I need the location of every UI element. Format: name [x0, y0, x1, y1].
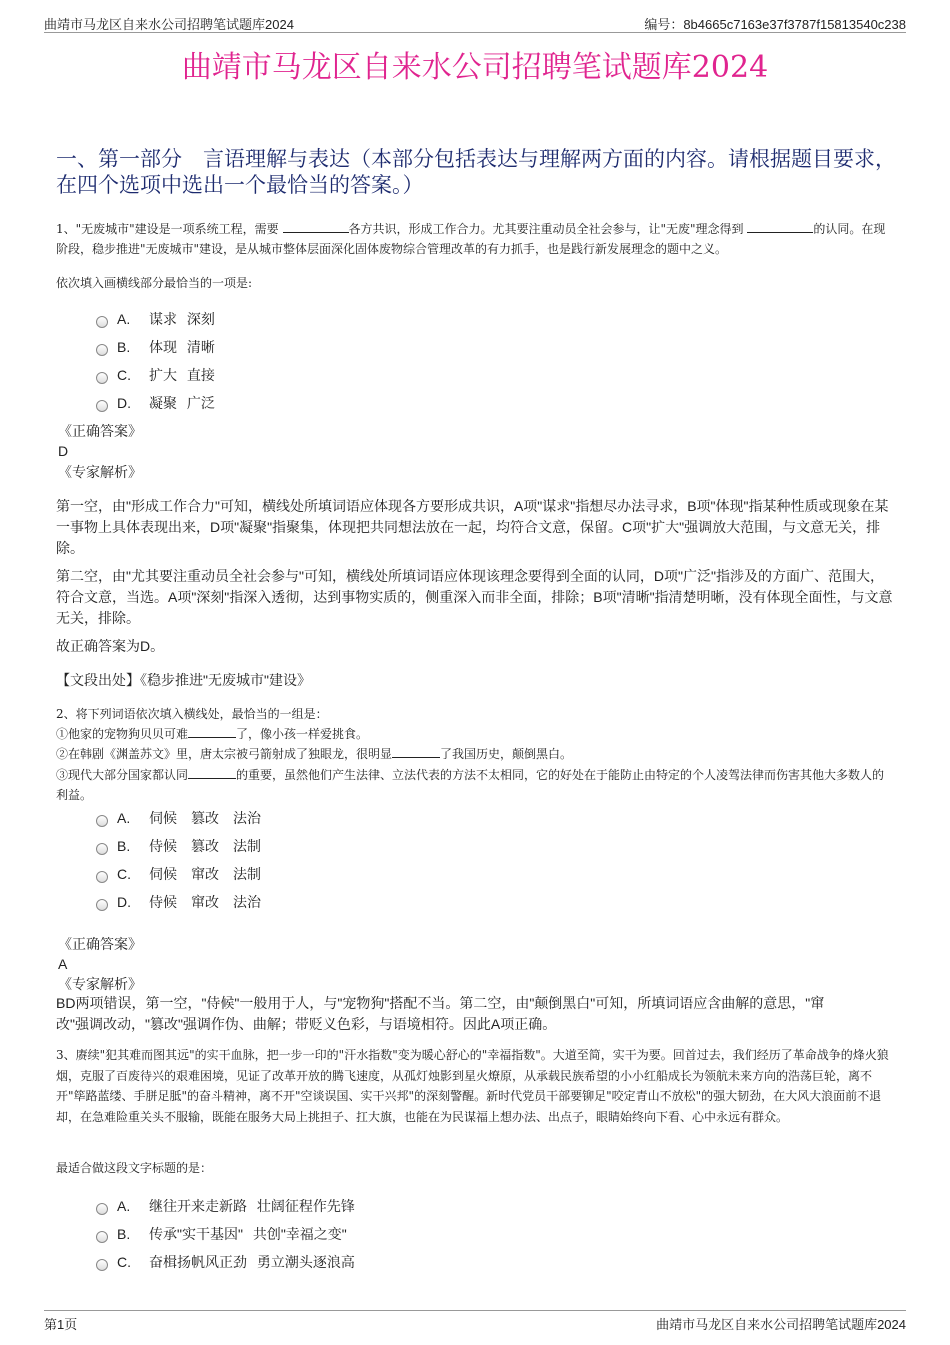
option-text: 奋楫扬帆风正劲 勇立潮头逐浪高	[149, 1254, 355, 1270]
footer-divider	[44, 1310, 906, 1311]
radio-button-icon[interactable]	[96, 899, 108, 911]
q1-stem: 1、"无废城市"建设是一项系统工程，需要 各方共识，形成工作合力。尤其要注重动员全社会参与，让"无废"理念得到 的认同。在现阶段，稳步推进"无废城市"建设，是从城市整体层面深化固体废物综合管理改革的有力抓手，也是践行新发展理念的题中之义。	[56, 222, 886, 256]
q1-answer: D	[58, 443, 69, 459]
q1-option-c[interactable]	[96, 365, 215, 385]
q2-option-b[interactable]	[96, 836, 261, 856]
option-key: D.	[117, 395, 131, 411]
q2-sentence-1: ①他家的宠物狗贝贝可难 了，像小孩一样爱挑食。	[56, 727, 369, 741]
radio-button-icon[interactable]	[96, 1203, 108, 1215]
page-number: 第1页	[44, 1317, 78, 1332]
option-key: A.	[117, 810, 131, 826]
page-title: 曲靖市马龙区自来水公司招聘笔试题库2024	[181, 50, 769, 85]
q1-option-b[interactable]	[96, 337, 215, 357]
radio-button-icon[interactable]	[96, 1231, 108, 1243]
option-key: A.	[117, 1198, 131, 1214]
footer-title: 曲靖市马龙区自来水公司招聘笔试题库2024	[656, 1317, 906, 1332]
q3-option-a[interactable]	[96, 1196, 355, 1216]
option-key: A.	[117, 311, 131, 327]
radio-button-icon[interactable]	[96, 843, 108, 855]
option-text: 继往开来走新路 壮阔征程作先锋	[149, 1198, 355, 1214]
section-heading: 一、第一部分 言语理解与表达（本部分包括表达与理解两方面的内容。请根据题目要求，在四个选项中选出一个最恰当的答案。）	[56, 147, 896, 197]
option-text: 谋求 深刻	[149, 311, 215, 327]
option-text: 伺候 篡改 法治	[149, 810, 261, 826]
q2-answer: A	[58, 956, 68, 972]
option-key: C.	[117, 866, 131, 882]
q2-sentence-3: ③现代大部分国家都认同 的重要，虽然他们产生法律、立法代表的方法不太相同，它的好处在于能防止由特定的个人凌驾法律而伤害其他大多数人的利益。	[56, 768, 885, 802]
radio-button-icon[interactable]	[96, 1259, 108, 1271]
q1-option-a[interactable]	[96, 309, 215, 329]
q2-analysis-label: 《专家解析》	[58, 976, 142, 992]
q3-option-b[interactable]	[96, 1224, 347, 1244]
radio-button-icon[interactable]	[96, 344, 108, 356]
header-title: 曲靖市马龙区自来水公司招聘笔试题库2024	[44, 17, 294, 32]
q2-stem: 2、将下列词语依次填入横线处，最恰当的一组是：	[56, 707, 328, 721]
q3-prompt: 最适合做这段文字标题的是：	[56, 1161, 213, 1175]
option-text: 凝聚 广泛	[149, 395, 215, 411]
q1-answer-label: 《正确答案》	[58, 423, 142, 439]
radio-button-icon[interactable]	[96, 372, 108, 384]
q1-prompt: 依次填入画横线部分最恰当的一项是:	[56, 276, 253, 290]
option-key: C.	[117, 1254, 131, 1270]
q1-analysis-p3: 故正确答案为D。	[56, 638, 165, 654]
option-text: 扩大 直接	[149, 367, 215, 383]
q2-sentence-2: ②在韩剧《渊盖苏文》里，唐太宗被弓箭射成了独眼龙，很明显 了我国历史，颠倒黑白。	[56, 747, 573, 761]
option-text: 侍候 篡改 法制	[149, 838, 261, 854]
radio-button-icon[interactable]	[96, 815, 108, 827]
q3-option-c[interactable]	[96, 1252, 355, 1272]
q2-option-d[interactable]	[96, 892, 261, 912]
q2-option-a[interactable]	[96, 808, 261, 828]
header-divider	[44, 32, 906, 33]
option-text: 侍候 窜改 法治	[149, 894, 261, 910]
q2-analysis: BD两项错误，第一空，"侍候"一般用于人，与"宠物狗"搭配不当。第二空，由"颠倒黑白"可知，所填词语应含曲解的意思，"窜改"强调改动，"篡改"强调作伪、曲解；带贬义色彩，与语境相符。因此A项正确。	[56, 995, 825, 1032]
q3-stem: 3、赓续"犯其难而图其远"的实干血脉，把一步一印的"汗水指数"变为暖心舒心的"幸福指数"。大道至简，实干为要。回首过去，我们经历了革命战争的烽火狼烟，克服了百废待兴的艰难困境，见证了改革开放的腾飞速度，从孤灯烛影到星火燎原，从承载民族希望的小小红船成长为领航未来方向的浩荡巨轮，离不开"筚路蓝缕、手胼足胝"的奋斗精神，离不开"空谈误国、实干兴邦"的深刻警醒。新时代党员干部要铆足"咬定青山不放松"的强大韧劲，在大风大浪面前不退却，在急难险重关头不服输，既能在服务大局上挑担子、扛大旗，也能在为民谋福上想办法、出点子，眼睛始终向下看、心中永远有群众。	[56, 1048, 889, 1124]
q2-option-c[interactable]	[96, 864, 261, 884]
option-key: D.	[117, 894, 131, 910]
q2-answer-label: 《正确答案》	[58, 936, 142, 952]
option-text: 传承"实干基因" 共创"幸福之变"	[149, 1226, 347, 1242]
q1-analysis-p1: 第一空，由"形成工作合力"可知，横线处所填词语应体现各方要形成共识，A项"谋求"指想尽办法寻求，B项"体现"指某种性质或现象在某一事物上具体表现出来，D项"凝聚"指聚集，体现把共同想法放在一起，均符合文意，保留。C项"扩大"强调放大范围，与文意无关，排除。	[56, 498, 889, 556]
option-key: C.	[117, 367, 131, 383]
radio-button-icon[interactable]	[96, 871, 108, 883]
q1-option-d[interactable]	[96, 393, 215, 413]
radio-button-icon[interactable]	[96, 316, 108, 328]
option-key: B.	[117, 339, 131, 355]
option-key: B.	[117, 1226, 131, 1242]
q1-source: 【文段出处】《稳步推进"无废城市"建设》	[56, 672, 311, 688]
option-text: 体现 清晰	[149, 339, 215, 355]
option-key: B.	[117, 838, 131, 854]
header-doc-id: 编号：8b4665c7163e37f3787f15813540c238	[644, 17, 906, 32]
q1-analysis-p2: 第二空，由"尤其要注重动员全社会参与"可知，横线处所填词语应体现该理念要得到全面的认同，D项"广泛"指涉及的方面广、范围大，符合文意，当选。A项"深刻"指深入透彻，达到事物实质的，侧重深入而非全面，排除；B项"清晰"指清楚明晰，没有体现全面性，与文意无关，排除。	[56, 568, 893, 626]
option-text: 伺候 窜改 法制	[149, 866, 261, 882]
q1-analysis-label: 《专家解析》	[58, 464, 142, 480]
radio-button-icon[interactable]	[96, 400, 108, 412]
